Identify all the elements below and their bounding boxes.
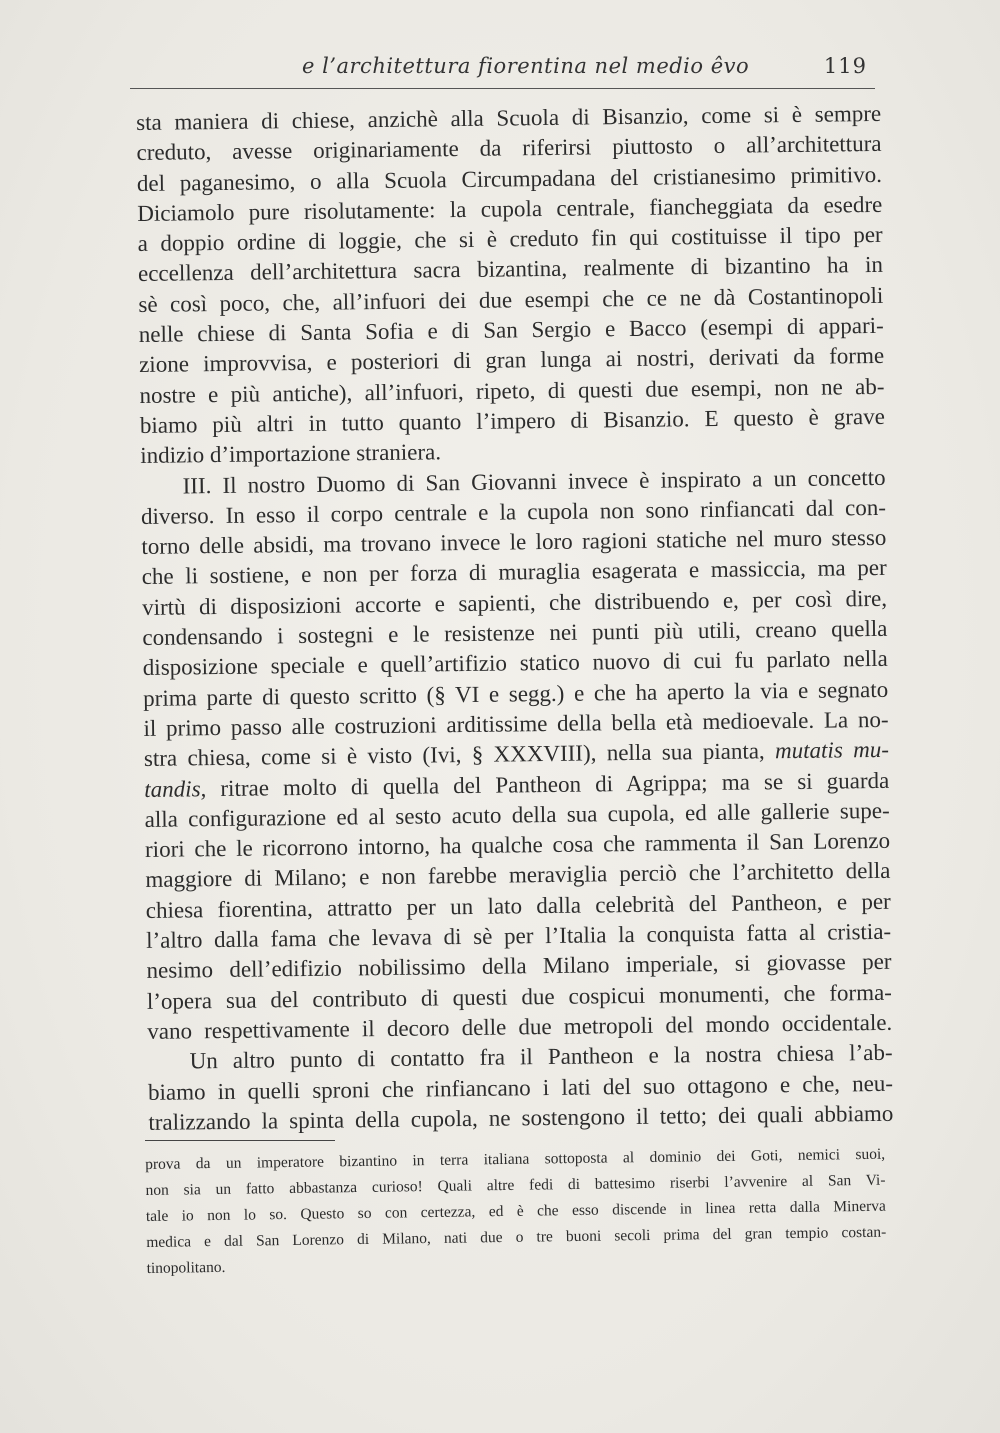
main-text (136, 99, 894, 1138)
text-line: indizio d’importazione straniera. (140, 439, 442, 469)
footnote-line: non sia un fatto abbastanza curioso! Quali altre fedi di battesimo riserbi l’avvenire al San Vi- (145, 1171, 886, 1199)
text-line: creduto, avesse originariamente da riferirsi piuttosto o all’architettura (136, 131, 882, 166)
text-line: Un altro punto di contatto fra il Pantheon e la nostra chiesa l’ab- (189, 1040, 893, 1074)
text-line: disposizione speciale e quell’artifizio statico nuovo di cui fu parlato nella (142, 646, 888, 681)
text-line: l’altro dalla fama che levava di sè per l’Italia la conquista fatta al cristia- (146, 918, 892, 953)
text-fragment: stra chiesa, come si è visto (Ivi, § XXXVIII), nella sua pianta, (143, 738, 765, 772)
text-fragment: ritrae molto di quella del Pantheon di Agrippa; ma se si guarda (220, 767, 890, 801)
text-line: il primo passo alle costruzioni arditissime della bella età medioevale. La no- (143, 706, 889, 741)
text-line: biamo in quelli sproni che rinfiancano i lati del suo ottagono e che, neu- (147, 1070, 894, 1105)
text-line: l’opera sua del contributo di questi due cospicui monumenti, che forma- (146, 979, 893, 1014)
text-line: nesimo dell’edifizio nobilissimo della Milano imperiale, si giovasse per (146, 949, 892, 984)
text-line: prima parte di questo scritto (§ VI e segg.) e che ha aperto la via e segnato (143, 676, 889, 711)
text-line: che li sostiene, e non per forza di muraglia esagerata e massiccia, ma per (141, 555, 887, 590)
footnote-rule (145, 1140, 335, 1141)
text-line: torno delle absidi, ma trovano invece le loro ragioni statiche nel muro stesso (141, 525, 887, 560)
text-line: III. Il nostro Duomo di San Giovanni invece è inspirato a un concetto (182, 464, 886, 499)
text-line: a doppio ordine di loggie, che si è creduto fin qui costituisse il tipo per (137, 222, 883, 257)
text-line: sè così poco, che, all’infuori dei due esempi che ce ne dà Costantinopoli (138, 282, 884, 317)
text-line: condensando i sostegni e le resistenze nei punti più utili, creano quella (142, 615, 888, 651)
text-line: del paganesimo, o alla Scuola Circumpadana del cristianesimo primitivo. (136, 161, 883, 196)
text-line: riori che le ricorrono intorno, ha qualche cosa che rammenta il San Lorenzo (144, 827, 891, 863)
italic-fragment: mutatis mu- (774, 737, 890, 764)
footnote-line: tinopolitano. (146, 1258, 226, 1277)
text-line: virtù di disposizioni accorte e sapienti, che distribuendo e, per così dire, (141, 585, 888, 620)
running-head (130, 48, 875, 89)
text-line: sta maniera di chiese, anzichè alla Scuola di Bisanzio, come si è sempre (136, 100, 882, 135)
text-line: maggiore di Milano; e non farebbe meraviglia perciò che l’architetto della (145, 858, 891, 893)
text-line: vano respettivamente il decoro delle due metropoli del mondo occidentale. (147, 1009, 893, 1044)
text-line: diverso. In esso il corpo centrale e la cupola non sono rinfiancati dal con- (140, 494, 887, 529)
text-line: chiesa fiorentina, attratto per un lato dalla celebrità del Pantheon, e per (145, 888, 891, 923)
text-line: tralizzando la spinta della cupola, ne sostengono il tetto; dei quali abbiamo (148, 1100, 894, 1135)
text-line: Diciamolo pure risolutamente: la cupola centrale, fiancheggiata da esedre (137, 191, 883, 226)
italic-fragment: tandis, (144, 775, 207, 802)
text-line: biamo più altri in tutto quanto l’impero di Bisanzio. E questo è grave (139, 403, 885, 438)
text-line: nostre e più antiche), all’infuori, ripeto, di questi due esempi, non ne ab- (139, 373, 885, 408)
footnote-line: tale io non lo so. Questo so con certezza, ed è che esso discende in linea retta dalla Minerva (145, 1197, 886, 1225)
footnote (145, 1142, 887, 1282)
text-line: nelle chiese di Santa Sofia e di San Sergio e Bacco (esempi di appari- (138, 312, 884, 348)
text-line: alla configurazione ed al sesto acuto della sua cupola, ed alle gallerie supe- (144, 797, 890, 832)
page-number: 119 (823, 54, 867, 78)
running-title: e l’architettura fiorentina nel medio êvo (302, 54, 750, 78)
footnote-line: prova da un imperatore bizantino in terra italiana sottoposta al dominio dei Goti, nemici suoi, (145, 1145, 886, 1173)
text-line: eccellenza dell’architettura sacra bizantina, realmente di bizantino ha in (137, 252, 884, 287)
text-line: zione improvvisa, e posteriori di gran lunga ai nostri, derivati da forme (138, 343, 885, 378)
footnote-line: medica e dal San Lorenzo di Milano, nati due o tre buoni secoli prima del gran tempio costan- (146, 1223, 887, 1251)
